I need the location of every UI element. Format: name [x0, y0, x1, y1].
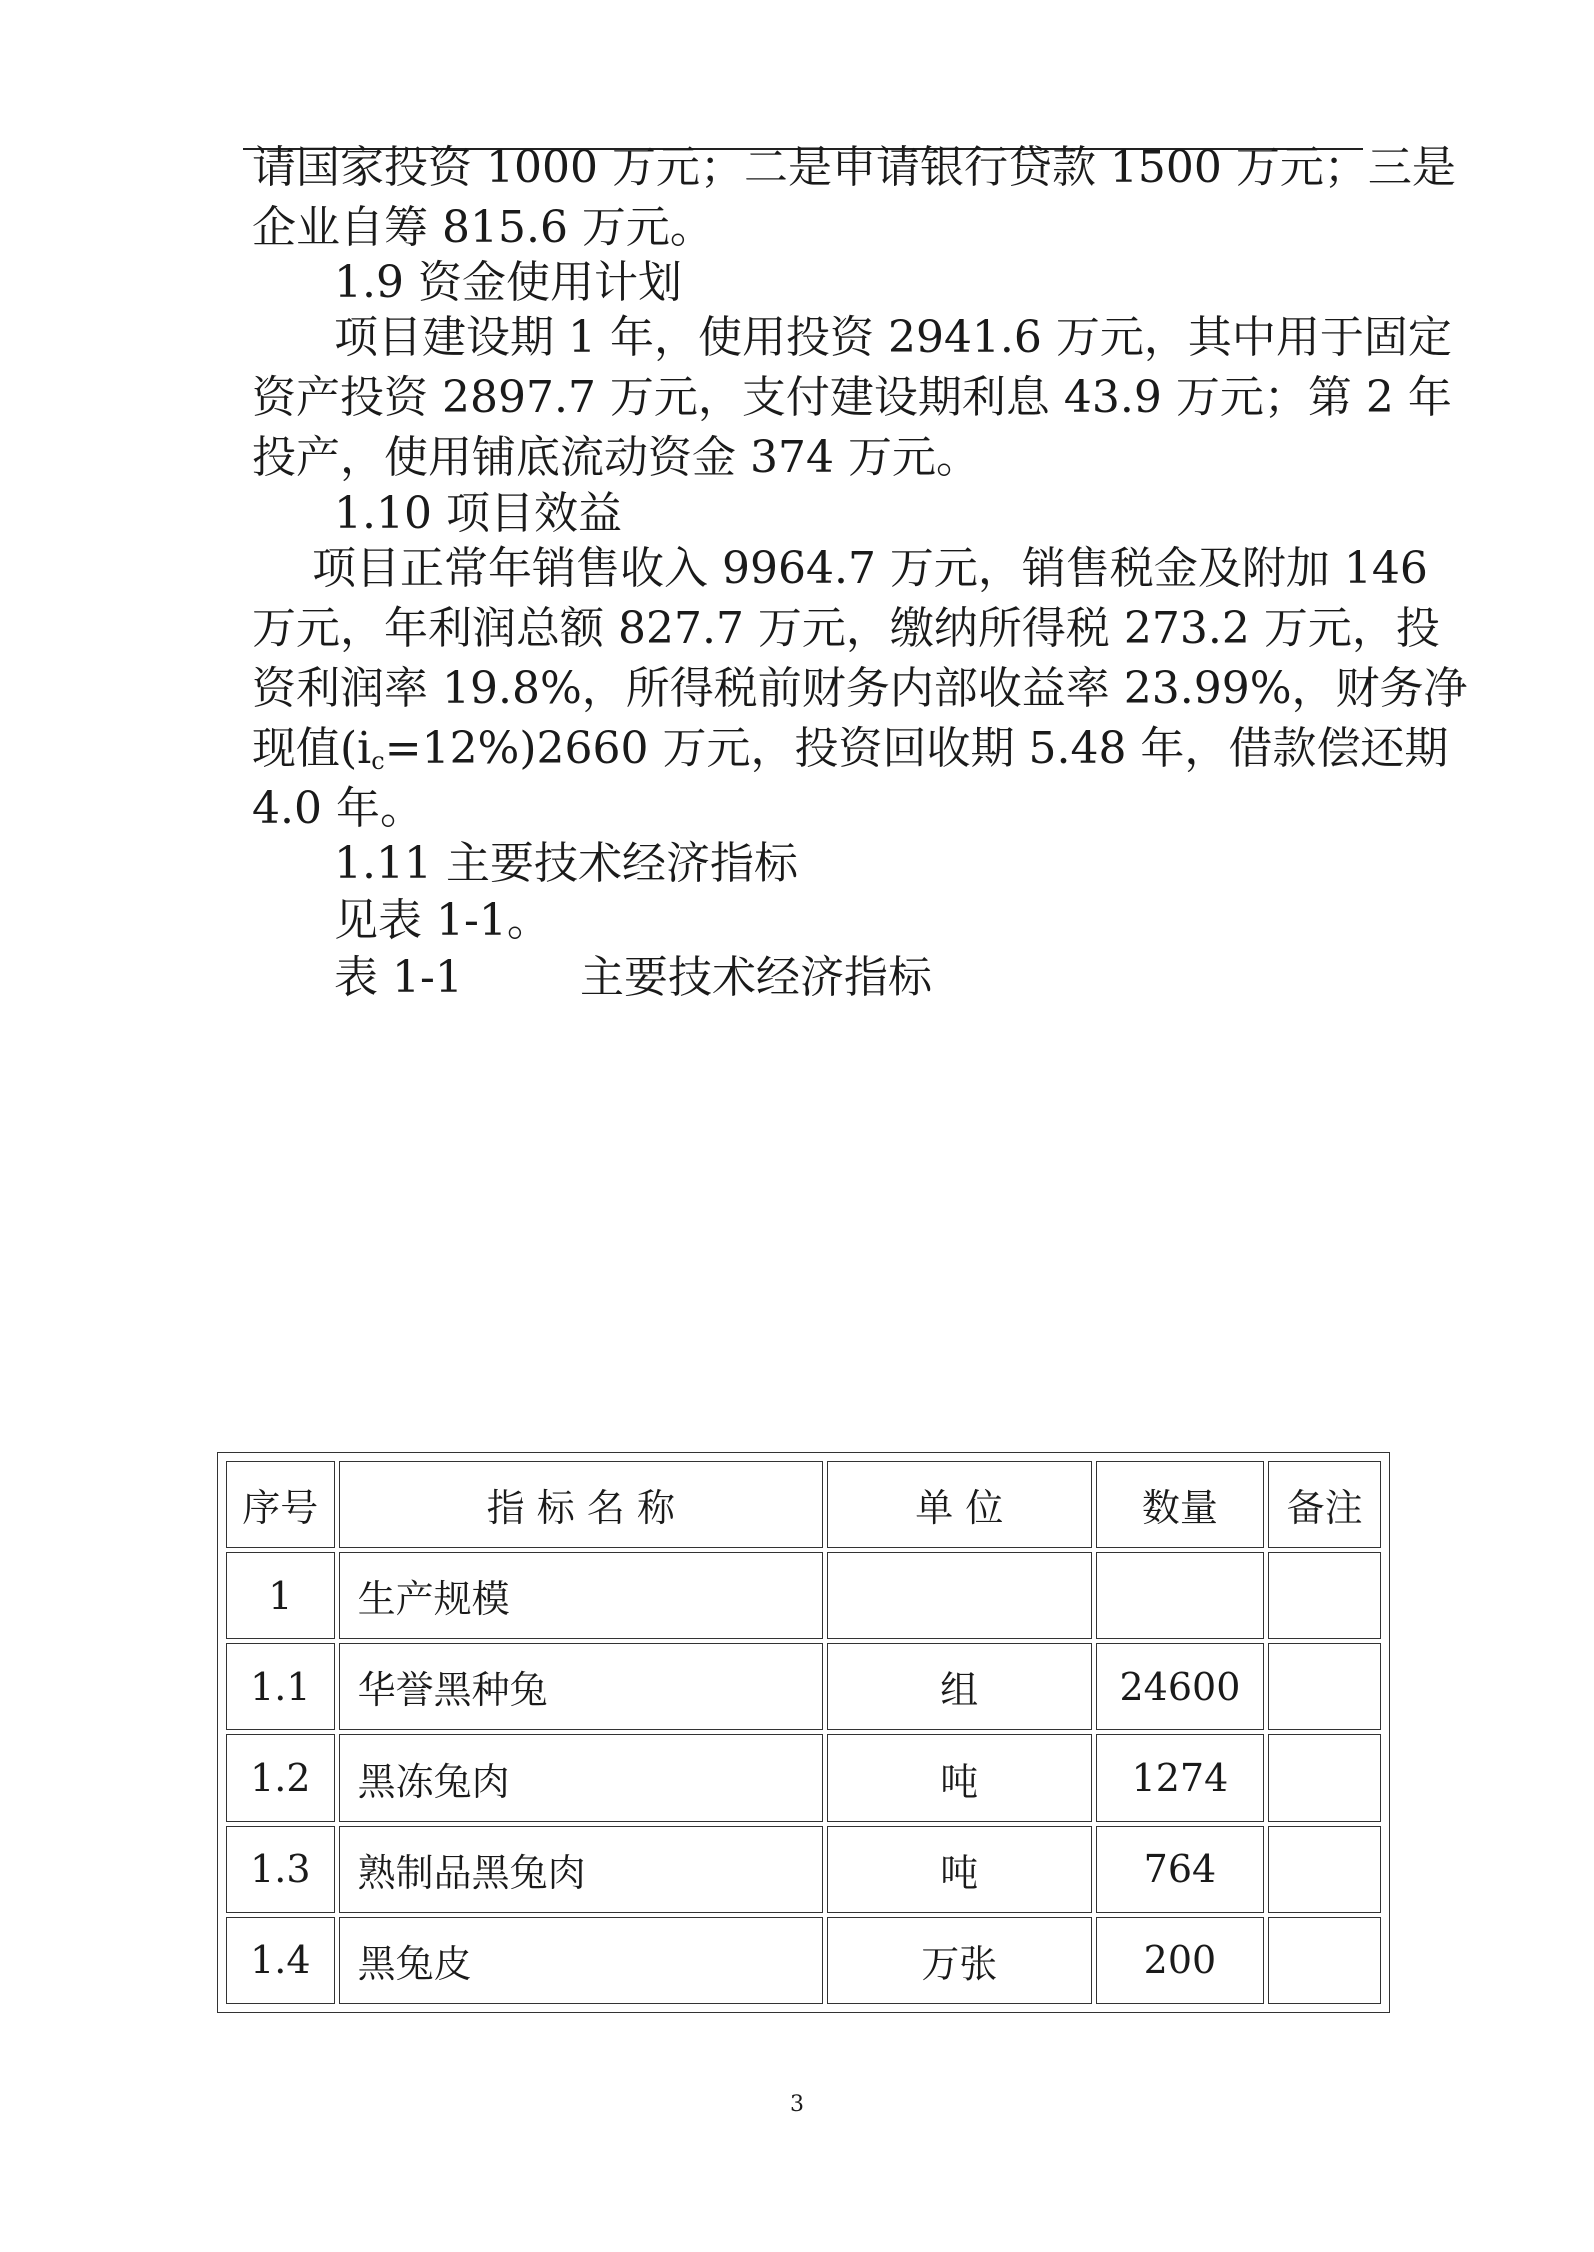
row-number: 1.2	[226, 1734, 335, 1821]
section-heading-1-9: 1.9 资金使用计划	[334, 257, 682, 308]
unit-cell: 吨	[827, 1734, 1091, 1821]
table-row	[226, 1552, 1381, 1639]
page-number: 3	[790, 2092, 804, 2117]
section-heading-1-10: 1.10 项目效益	[334, 488, 622, 539]
paragraph-line: 资利润率 19.8%，所得税前财务内部收益率 23.99%，财务净	[252, 663, 1468, 714]
table-caption-title: 主要技术经济指标	[580, 952, 932, 1003]
table-reference: 见表 1-1。	[334, 895, 551, 946]
row-number: 1.1	[226, 1643, 335, 1730]
note-cell	[1268, 1917, 1381, 2004]
table-row	[226, 1643, 1381, 1730]
row-number: 1.4	[226, 1917, 335, 2004]
row-number: 1.3	[226, 1826, 335, 1913]
quantity-cell: 24600	[1096, 1643, 1265, 1730]
table-row	[226, 1917, 1381, 2004]
paragraph-line: 请国家投资 1000 万元；二是申请银行贷款 1500 万元；三是	[252, 142, 1456, 193]
header-cell: 备注	[1268, 1461, 1381, 1548]
table-row	[226, 1826, 1381, 1913]
paragraph-line: 项目建设期 1 年，使用投资 2941.6 万元，其中用于固定	[334, 312, 1452, 363]
unit-cell	[827, 1552, 1091, 1639]
table-caption	[0, 943, 1594, 1013]
quantity-cell: 1274	[1096, 1734, 1265, 1821]
section-heading-1-11: 1.11 主要技术经济指标	[334, 838, 798, 889]
paragraph-line: 企业自筹 815.6 万元。	[252, 202, 714, 253]
indicator-name: 黑冻兔肉	[339, 1734, 824, 1821]
header-cell: 序号	[226, 1461, 335, 1548]
row-number: 1	[226, 1552, 335, 1639]
paragraph-line: 项目正常年销售收入 9964.7 万元，销售税金及附加 146	[312, 543, 1428, 594]
note-cell	[1268, 1826, 1381, 1913]
table-caption-number: 表 1-1	[334, 952, 463, 1003]
header-cell: 数量	[1096, 1461, 1265, 1548]
note-cell	[1268, 1552, 1381, 1639]
indicator-name: 华誉黑种兔	[339, 1643, 824, 1730]
paragraph-line: 现值$(i_c=12\%)2660$ 万元，投资回收期 5.48 年，借款偿还期	[252, 723, 1449, 775]
table-row	[226, 1734, 1381, 1821]
indicator-name: 生产规模	[339, 1552, 824, 1639]
table-header-row	[226, 1461, 1381, 1548]
header-cell: 指 标 名 称	[339, 1461, 824, 1548]
unit-cell: 万张	[827, 1917, 1091, 2004]
header-cell: 单 位	[827, 1461, 1091, 1548]
quantity-cell: 764	[1096, 1826, 1265, 1913]
quantity-cell: 200	[1096, 1917, 1265, 2004]
paragraph-line: 投产，使用铺底流动资金 374 万元。	[252, 432, 980, 483]
paragraph-line: 资产投资 2897.7 万元，支付建设期利息 43.9 万元；第 2 年	[252, 372, 1452, 423]
indicator-table	[217, 1452, 1390, 2013]
note-cell	[1268, 1643, 1381, 1730]
unit-cell: 吨	[827, 1826, 1091, 1913]
quantity-cell	[1096, 1552, 1265, 1639]
indicator-name: 熟制品黑兔肉	[339, 1826, 824, 1913]
paragraph-line: 万元，年利润总额 827.7 万元，缴纳所得税 273.2 万元，投	[252, 603, 1440, 654]
unit-cell: 组	[827, 1643, 1091, 1730]
paragraph-line: 4.0 年。	[252, 783, 424, 834]
indicator-name: 黑兔皮	[339, 1917, 824, 2004]
note-cell	[1268, 1734, 1381, 1821]
